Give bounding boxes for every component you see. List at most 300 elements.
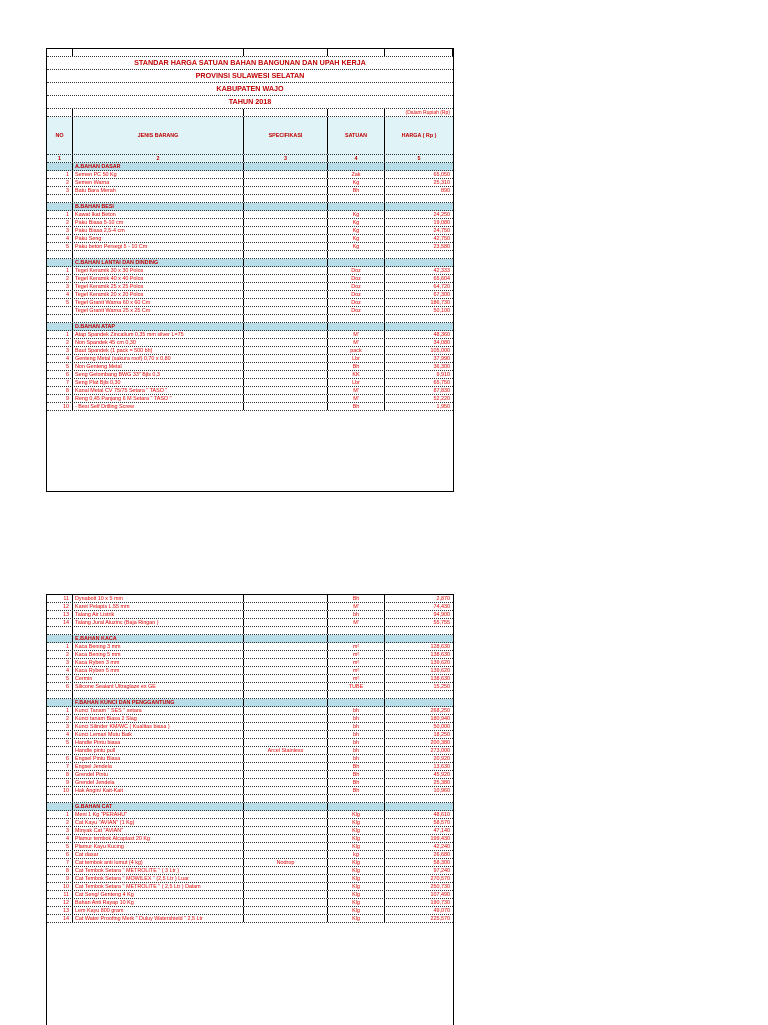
item-price: 139,620 xyxy=(430,660,450,666)
item-price: 186,730 xyxy=(430,300,450,306)
item-spec xyxy=(244,755,328,762)
item-unit: Bh xyxy=(328,763,385,770)
table-row xyxy=(47,739,453,747)
row-number: 6 xyxy=(47,851,73,858)
item-price: 24,750 xyxy=(433,228,450,234)
table-row xyxy=(47,347,453,355)
row-number: 8 xyxy=(47,867,73,874)
table-row xyxy=(47,707,453,715)
item-spec xyxy=(244,683,328,690)
item-name: Grendel Jendela xyxy=(73,779,244,786)
category-row xyxy=(47,699,453,707)
col-price-header: HARGA ( Rp ) xyxy=(401,132,437,139)
item-name: Hak Angin/ Kait-Kait xyxy=(73,787,244,794)
item-price: 58,300 xyxy=(433,860,450,866)
table-row xyxy=(47,715,453,723)
item-spec xyxy=(244,827,328,834)
row-number: 9 xyxy=(47,779,73,786)
table-row xyxy=(47,291,453,299)
item-unit: Kg xyxy=(328,227,385,234)
item-name: Kaca Bening 3 mm xyxy=(73,643,244,650)
category-row xyxy=(47,323,453,331)
row-number: 2 xyxy=(47,651,73,658)
item-spec xyxy=(244,171,328,178)
table-row xyxy=(47,371,453,379)
item-unit: M' xyxy=(328,331,385,338)
item-spec xyxy=(244,763,328,770)
row-price xyxy=(385,203,453,210)
table-row xyxy=(47,771,453,779)
item-unit: TUBE xyxy=(328,683,385,690)
table-row xyxy=(47,179,453,187)
table-row xyxy=(47,787,453,795)
item-name: Plamur tembok Alcaplast 20 Kg xyxy=(73,835,244,842)
item-name: Non Spandek 45 cm 0,30 xyxy=(73,339,244,346)
item-spec xyxy=(244,243,328,250)
item-unit: Kg xyxy=(328,219,385,226)
item-name: Tegel Granit Warna 60 x 60 Cm xyxy=(73,299,244,306)
col-number-4: 4 xyxy=(328,155,385,162)
row-number: 5 xyxy=(47,243,73,250)
row-unit xyxy=(328,699,385,706)
item-unit: Klg xyxy=(328,843,385,850)
item-unit: m² xyxy=(328,651,385,658)
item-price: 65,750 xyxy=(433,380,450,386)
row-number: 13 xyxy=(47,611,73,618)
category-name: B.BAHAN BESI xyxy=(73,203,244,210)
item-spec xyxy=(244,187,328,194)
table-row xyxy=(47,819,453,827)
item-unit: bh xyxy=(328,739,385,746)
table-row xyxy=(47,779,453,787)
table-row xyxy=(47,363,453,371)
col-item-header: JENIS BARANG xyxy=(73,117,244,154)
item-unit: Doz xyxy=(328,275,385,282)
item-spec xyxy=(244,371,328,378)
table-row xyxy=(47,171,453,179)
table-row xyxy=(47,339,453,347)
item-spec xyxy=(244,787,328,794)
row-number: 4 xyxy=(47,235,73,242)
item-unit: Zak xyxy=(328,171,385,178)
item-spec xyxy=(244,235,328,242)
item-name: Seng Plat Bjls 0,30 xyxy=(73,379,244,386)
item-unit: Kg xyxy=(328,179,385,186)
item-unit: Klg xyxy=(328,883,385,890)
row-number: 1 xyxy=(47,331,73,338)
row-unit xyxy=(328,203,385,210)
table-row xyxy=(47,907,453,915)
item-price: 65,050 xyxy=(433,172,450,178)
row-number: 7 xyxy=(47,859,73,866)
row-number: 14 xyxy=(47,915,73,922)
empty-cell xyxy=(385,195,453,202)
empty-cell xyxy=(328,315,385,322)
empty-cell xyxy=(73,315,244,322)
item-unit: KK xyxy=(328,371,385,378)
item-price: 67,300 xyxy=(433,292,450,298)
empty-cell xyxy=(47,795,73,802)
table-row xyxy=(47,235,453,243)
item-price: 65,604 xyxy=(433,276,450,282)
sheet-1-body xyxy=(47,163,453,411)
empty-cell xyxy=(328,195,385,202)
table-row xyxy=(47,211,453,219)
item-unit: Klg xyxy=(328,827,385,834)
item-unit: Bh xyxy=(328,771,385,778)
row-number: 2 xyxy=(47,819,73,826)
spacer-row xyxy=(47,315,453,323)
item-unit: Bh xyxy=(328,363,385,370)
item-unit: Bh xyxy=(328,595,385,602)
item-name: Handle Pintu biasa xyxy=(73,739,244,746)
item-unit: M' xyxy=(328,603,385,610)
item-spec xyxy=(244,619,328,626)
table-row xyxy=(47,723,453,731)
item-spec xyxy=(244,819,328,826)
item-name: Grendel Pintu xyxy=(73,771,244,778)
item-unit: m² xyxy=(328,643,385,650)
item-name: Paku Biasa 2,5-4 cm xyxy=(73,227,244,234)
item-name: Engsel Pintu Biasa xyxy=(73,755,244,762)
item-name: Atap Spandek Zincalium 0,35 mm silver L=75 xyxy=(73,331,244,338)
item-name: Semen Warna xyxy=(73,179,244,186)
table-row xyxy=(47,299,453,307)
empty-cell xyxy=(73,251,244,258)
table-row xyxy=(47,227,453,235)
item-name: Tegel Keramik 30 x 30 Polos xyxy=(73,267,244,274)
table-row xyxy=(47,867,453,875)
row-number: 14 xyxy=(47,619,73,626)
item-unit: Doz xyxy=(328,307,385,314)
row-number: 3 xyxy=(47,283,73,290)
spacer-row xyxy=(47,251,453,259)
table-row xyxy=(47,899,453,907)
item-price: 42,240 xyxy=(433,844,450,850)
item-unit: Lbr xyxy=(328,355,385,362)
category-row xyxy=(47,803,453,811)
empty-cell xyxy=(385,795,453,802)
row-spec xyxy=(244,635,328,642)
row-price xyxy=(385,259,453,266)
item-unit: Kg xyxy=(328,235,385,242)
item-price: 48,360 xyxy=(433,332,450,338)
table-row xyxy=(47,675,453,683)
row-number: 9 xyxy=(47,875,73,882)
item-spec xyxy=(244,403,328,410)
category-name: A.BAHAN DASAR xyxy=(73,163,244,170)
item-price: 273,000 xyxy=(430,748,450,754)
item-spec xyxy=(244,715,328,722)
item-price: 74,430 xyxy=(433,604,450,610)
item-unit: M' xyxy=(328,395,385,402)
row-number xyxy=(47,635,73,642)
item-name: Batu Bara Merah xyxy=(73,187,244,194)
item-price: 34,080 xyxy=(433,340,450,346)
empty-cell xyxy=(244,315,328,322)
item-spec xyxy=(244,835,328,842)
row-unit xyxy=(328,323,385,330)
row-spec xyxy=(244,699,328,706)
row-number: 8 xyxy=(47,387,73,394)
item-price: 47,140 xyxy=(433,828,450,834)
item-name: - Besi Self Drilling Screw xyxy=(73,403,244,410)
row-number: 5 xyxy=(47,739,73,746)
item-spec xyxy=(244,339,328,346)
price-table-sheet-2 xyxy=(46,594,454,1025)
item-name: Kaca Bening 5 mm xyxy=(73,651,244,658)
item-price: 50,000 xyxy=(433,724,450,730)
table-header xyxy=(47,117,453,155)
empty-cell xyxy=(385,315,453,322)
table-row xyxy=(47,659,453,667)
row-price xyxy=(385,635,453,642)
item-spec xyxy=(244,379,328,386)
item-unit: bh xyxy=(328,707,385,714)
col-unit-header: SATUAN xyxy=(328,117,385,154)
item-spec xyxy=(244,603,328,610)
item-name: Kawat Ikat Beton xyxy=(73,211,244,218)
item-spec xyxy=(244,363,328,370)
item-price: 36,300 xyxy=(433,364,450,370)
empty-cell xyxy=(47,251,73,258)
item-spec xyxy=(244,731,328,738)
table-row xyxy=(47,835,453,843)
row-spec xyxy=(244,323,328,330)
item-price: 87,830 xyxy=(433,388,450,394)
item-unit: M' xyxy=(328,339,385,346)
item-unit: Kg xyxy=(328,211,385,218)
item-spec xyxy=(244,707,328,714)
table-row xyxy=(47,243,453,251)
table-row xyxy=(47,355,453,363)
item-unit: bh xyxy=(328,747,385,754)
row-number: 1 xyxy=(47,211,73,218)
category-name: G.BAHAN CAT xyxy=(73,803,244,810)
row-unit xyxy=(328,803,385,810)
item-name: Cat Water Proofing Merk " Duluy Watershield " 2,5 Ltr xyxy=(73,915,244,922)
item-name: Dynabolt 10 x 5 mm xyxy=(73,595,244,602)
item-name: Tegel Keramik 40 x 40 Polos xyxy=(73,275,244,282)
item-price: 10,960 xyxy=(433,788,450,794)
item-spec xyxy=(244,307,328,314)
item-price: 19,080 xyxy=(433,220,450,226)
item-price: 1,950 xyxy=(436,404,450,410)
item-name: Kunci tanam Biasa 2 Slag xyxy=(73,715,244,722)
category-name: D.BAHAN ATAP xyxy=(73,323,244,330)
table-row xyxy=(47,851,453,859)
table-row xyxy=(47,379,453,387)
item-price: 25,380 xyxy=(433,780,450,786)
item-name: Plamur Kayu Kucing xyxy=(73,843,244,850)
item-unit: bh xyxy=(328,755,385,762)
row-number: 4 xyxy=(47,667,73,674)
table-row xyxy=(47,267,453,275)
row-number: 6 xyxy=(47,371,73,378)
item-name: Engsel Jendela xyxy=(73,763,244,770)
item-unit: m² xyxy=(328,659,385,666)
item-price: 97,240 xyxy=(433,868,450,874)
item-spec xyxy=(244,867,328,874)
spacer-row xyxy=(47,627,453,635)
row-number: 3 xyxy=(47,659,73,666)
col-no-header: NO xyxy=(47,117,73,154)
row-number: 12 xyxy=(47,603,73,610)
table-row xyxy=(47,187,453,195)
item-name: Silicone Sealant Ultraglaze ex GE xyxy=(73,683,244,690)
item-unit: Bh xyxy=(328,779,385,786)
item-unit: Klg xyxy=(328,819,385,826)
row-number: 3 xyxy=(47,227,73,234)
item-spec xyxy=(244,291,328,298)
item-spec xyxy=(244,211,328,218)
province-title: PROVINSI SULAWESI SELATAN xyxy=(47,70,453,83)
table-row xyxy=(47,763,453,771)
table-row xyxy=(47,827,453,835)
empty-cell xyxy=(47,195,73,202)
item-price: 49,070 xyxy=(433,908,450,914)
item-name: Cat Tembok Setara " METROLITE " ( 3 Ltr ) xyxy=(73,867,244,874)
item-name: Minyak Cat "AVIAN" xyxy=(73,827,244,834)
row-number: 1 xyxy=(47,643,73,650)
item-spec xyxy=(244,219,328,226)
item-name: Bahan Anti Rayap 10 Kg xyxy=(73,899,244,906)
item-price: 52,220 xyxy=(433,396,450,402)
item-spec xyxy=(244,227,328,234)
item-name: Cat dasar xyxy=(73,851,244,858)
row-spec xyxy=(244,203,328,210)
item-unit: kg xyxy=(328,851,385,858)
item-spec xyxy=(244,283,328,290)
row-number: 1 xyxy=(47,267,73,274)
table-row xyxy=(47,843,453,851)
row-number xyxy=(47,323,73,330)
row-number: 4 xyxy=(47,731,73,738)
table-row xyxy=(47,643,453,651)
row-number: 4 xyxy=(47,835,73,842)
item-spec xyxy=(244,739,328,746)
item-name: Genteng Metal (sakura roof) 0,70 x 0,80 xyxy=(73,355,244,362)
row-number: 2 xyxy=(47,339,73,346)
item-price: 18,250 xyxy=(433,732,450,738)
currency-unit-note: (Dalam Rupiah (Rp) xyxy=(405,110,450,116)
row-number: 5 xyxy=(47,363,73,370)
table-row xyxy=(47,891,453,899)
item-price: 139,620 xyxy=(430,668,450,674)
empty-cell xyxy=(328,627,385,634)
item-name: Kunci Silinder KM/WC ( Kualitas biasa ) xyxy=(73,723,244,730)
category-name: F.BAHAN KUNCI DAN PENGGANTUNG xyxy=(73,699,244,706)
item-spec xyxy=(244,851,328,858)
row-number: 10 xyxy=(47,883,73,890)
item-unit: bh xyxy=(328,723,385,730)
table-row xyxy=(47,283,453,291)
item-spec xyxy=(244,667,328,674)
item-spec xyxy=(244,843,328,850)
empty-cell xyxy=(244,627,328,634)
table-row xyxy=(47,731,453,739)
item-spec xyxy=(244,883,328,890)
item-spec xyxy=(244,651,328,658)
item-price: 26,680 xyxy=(433,852,450,858)
empty-cell xyxy=(328,795,385,802)
item-spec xyxy=(244,915,328,922)
empty-cell xyxy=(244,795,328,802)
top-blank-row xyxy=(47,49,453,57)
row-number: 4 xyxy=(47,291,73,298)
item-name: Reng 0,45 Panjang 6 M Setara " TASO " xyxy=(73,395,244,402)
row-number: 2 xyxy=(47,219,73,226)
item-unit: Doz xyxy=(328,267,385,274)
item-spec xyxy=(244,891,328,898)
table-row xyxy=(47,307,453,315)
row-spec xyxy=(244,163,328,170)
column-number-row xyxy=(47,155,453,163)
row-number: 12 xyxy=(47,899,73,906)
category-name: E.BAHAN KACA xyxy=(73,635,244,642)
item-unit: pack xyxy=(328,347,385,354)
item-price: 225,570 xyxy=(430,916,450,922)
item-unit: Klg xyxy=(328,891,385,898)
table-row xyxy=(47,755,453,763)
item-name: Cat Seng/ Genteng 4 Kg xyxy=(73,891,244,898)
empty-cell xyxy=(385,627,453,634)
col-spec-header: SPECIFIKASI xyxy=(244,117,328,154)
row-number xyxy=(47,307,73,314)
item-price: 24,250 xyxy=(433,212,450,218)
item-price: 45,920 xyxy=(433,772,450,778)
row-number: 3 xyxy=(47,187,73,194)
empty-cell xyxy=(47,315,73,322)
item-name: Talang Jural Aluzinc (Baja Ringan ) xyxy=(73,619,244,626)
item-spec xyxy=(244,643,328,650)
row-number: 10 xyxy=(47,787,73,794)
row-number: 7 xyxy=(47,763,73,770)
item-spec xyxy=(244,811,328,818)
item-spec: Arcel Stainless xyxy=(244,747,328,754)
item-spec xyxy=(244,275,328,282)
row-number: 3 xyxy=(47,827,73,834)
row-number: 2 xyxy=(47,179,73,186)
item-unit: Doz xyxy=(328,283,385,290)
row-number: 3 xyxy=(47,723,73,730)
row-number: 2 xyxy=(47,275,73,282)
item-spec xyxy=(244,779,328,786)
row-price xyxy=(385,323,453,330)
item-name: Non Genteng Metal xyxy=(73,363,244,370)
item-spec xyxy=(244,347,328,354)
item-price: 20,920 xyxy=(433,756,450,762)
item-name: Cermin xyxy=(73,675,244,682)
item-name: Paku Seng xyxy=(73,235,244,242)
category-row xyxy=(47,203,453,211)
row-number: 5 xyxy=(47,299,73,306)
item-price: 37,990 xyxy=(433,356,450,362)
item-unit: M' xyxy=(328,387,385,394)
item-unit: Bh xyxy=(328,187,385,194)
item-unit: Klg xyxy=(328,811,385,818)
table-row xyxy=(47,603,453,611)
item-spec xyxy=(244,395,328,402)
item-price: 250,730 xyxy=(430,884,450,890)
item-price: 890 xyxy=(441,188,450,194)
row-unit xyxy=(328,163,385,170)
item-name: Kaca Ryben 3 mm xyxy=(73,659,244,666)
item-name: Kunci Lemari Mutu Baik xyxy=(73,731,244,738)
empty-cell xyxy=(328,691,385,698)
item-unit: Kg xyxy=(328,243,385,250)
item-unit: Klg xyxy=(328,867,385,874)
